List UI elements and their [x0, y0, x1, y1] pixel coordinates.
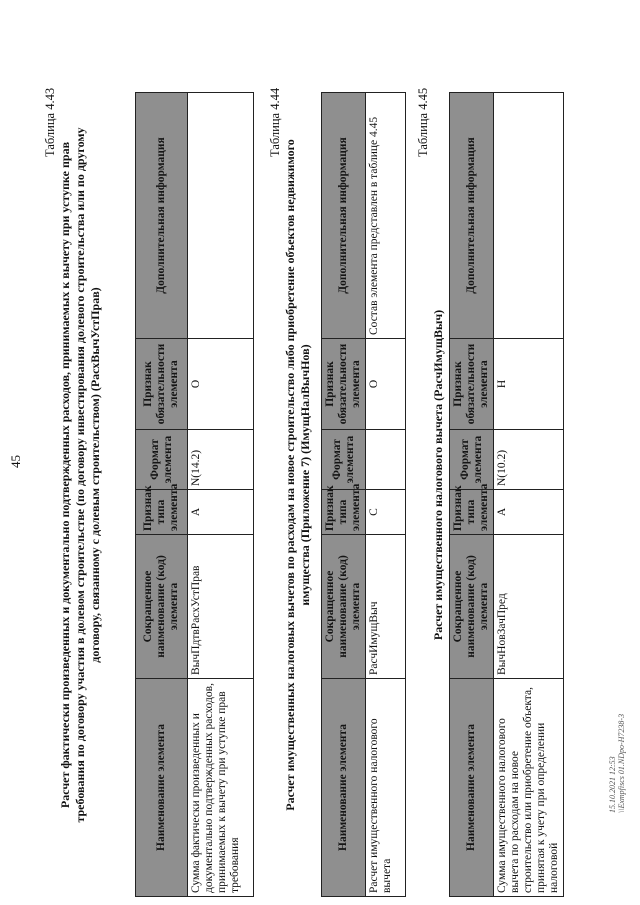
header-format: Формат элемента — [136, 430, 188, 490]
cell-code: РасчИмущВыч — [366, 535, 406, 679]
cell-required: О — [366, 339, 406, 430]
table-header-row — [136, 93, 188, 897]
cell-required: Н — [494, 339, 564, 430]
cell-code: ВычНовЗачПред — [494, 535, 564, 679]
cell-code: ВычПдтвРасхУстПрав — [188, 535, 254, 679]
header-required: Признак обязательности элемента — [450, 339, 494, 430]
header-name: Наименование элемента — [136, 679, 188, 897]
cell-info — [494, 93, 564, 339]
header-name: Наименование элемента — [322, 679, 366, 897]
file-path: \\Exmpfiscs 01.NDpo-H7238-3 — [617, 713, 626, 813]
print-timestamp: 15.10.2021 12:53 — [608, 756, 617, 813]
table-4-45-label: Таблица 4.45 — [416, 87, 430, 157]
cell-format: N(14.2) — [188, 430, 254, 490]
cell-name: Сумма имущественного налогового вычета по расходам на новое строительство или приобретение объекта, принятая к учету при определении налоговой — [494, 679, 564, 897]
header-type: Признак типа элемента — [136, 490, 188, 535]
table-4-43-caption: Расчет фактически произведенных и документально подтвержденных расходов, принимаемых к вычету при уступке прав требования по договору участия в долевом строительстве (по договору инвестирования долевого строительства или по другому договору, связанному с долевым строительством) (РасхВычУстПрав) — [58, 127, 102, 823]
cell-info — [188, 93, 254, 339]
print-footer — [608, 714, 626, 813]
table-4-45 — [449, 92, 564, 897]
header-name: Наименование элемента — [450, 679, 494, 897]
table-4-43-label: Таблица 4.43 — [43, 87, 57, 157]
header-format: Формат элемента — [322, 430, 366, 490]
cell-name: Расчет имущественного налогового вычета — [366, 679, 406, 897]
table-4-45-caption: Расчет имущественного налогового вычета (РасчИмущВыч) — [431, 309, 445, 641]
header-format: Формат элемента — [450, 430, 494, 490]
table-header-row — [450, 93, 494, 897]
cell-type: А — [188, 490, 254, 535]
table-row — [366, 93, 406, 897]
table-row — [494, 93, 564, 897]
cell-info: Состав элемента представлен в таблице 4.45 — [366, 93, 406, 339]
header-required: Признак обязательности элемента — [322, 339, 366, 430]
cell-type: А — [494, 490, 564, 535]
table-4-44-label: Таблица 4.44 — [268, 87, 282, 157]
header-code: Сокращенное наименование (код) элемента — [136, 535, 188, 679]
header-type: Признак типа элемента — [322, 490, 366, 535]
header-code: Сокращенное наименование (код) элемента — [322, 535, 366, 679]
header-type: Признак типа элемента — [450, 490, 494, 535]
table-4-44-caption: Расчет имущественных налоговых вычетов по расходам на новое строительство либо приобретение объектов недвижимого имущества (Приложение 7) (ИмущНалВычНов) — [283, 139, 312, 811]
header-required: Признак обязательности элемента — [136, 339, 188, 430]
cell-required: О — [188, 339, 254, 430]
page-number: 45 — [8, 455, 23, 468]
cell-format — [366, 430, 406, 490]
header-code: Сокращенное наименование (код) элемента — [450, 535, 494, 679]
table-4-43 — [135, 92, 254, 897]
table-row — [188, 93, 254, 897]
table-4-44 — [321, 92, 406, 897]
cell-name: Сумма фактически произведенных и документально подтвержденных расходов, принимаемых к вычету при уступке прав требования — [188, 679, 254, 897]
header-info: Дополнительная информация — [450, 93, 494, 339]
cell-type: С — [366, 490, 406, 535]
cell-format: N(10.2) — [494, 430, 564, 490]
table-header-row — [322, 93, 366, 897]
header-info: Дополнительная информация — [322, 93, 366, 339]
header-info: Дополнительная информация — [136, 93, 188, 339]
